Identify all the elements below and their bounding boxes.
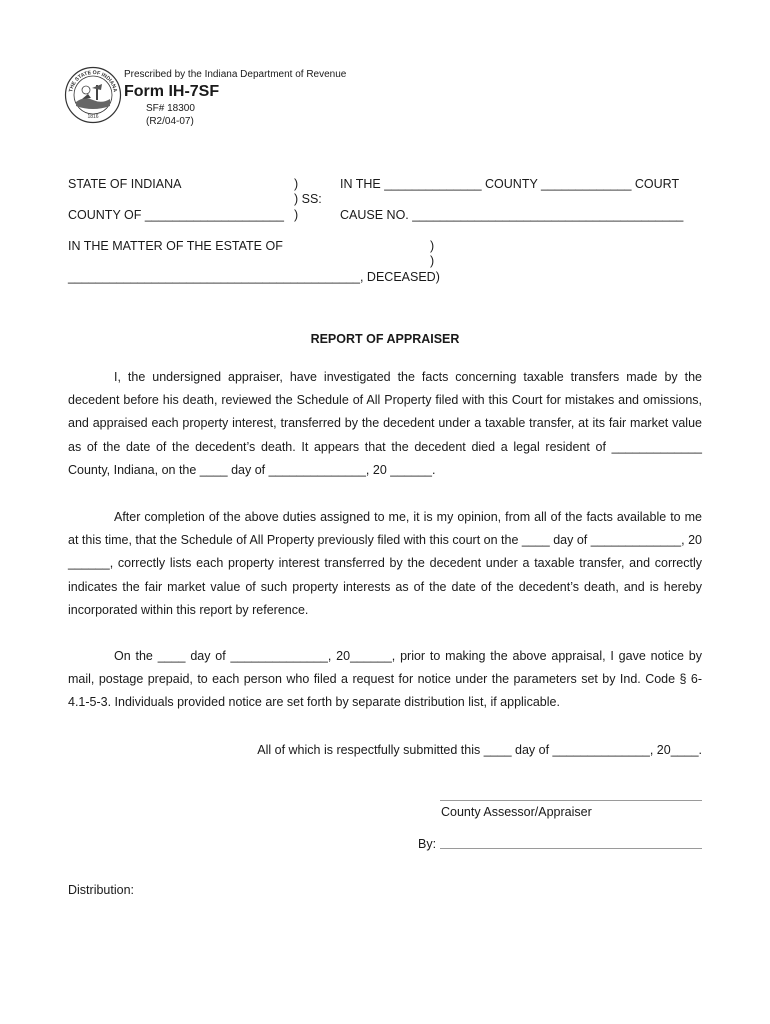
- paragraph-investigation: [68, 366, 702, 482]
- paragraph-2-text: After completion of the above duties assigned to me, it is my opinion, from all of the facts available to me at this time, that the Schedule of All Property previously filed with this court on the ____ day of _____________, 20 ______, correctly lists each property interest transferred by the decedent under a taxable transfer, and correctly indicates the fair market value of such property interests as of the date of the decedent’s death, and is hereby incorporated within this report by reference.: [68, 510, 702, 617]
- submitted-line: All of which is respectfully submitted this ____ day of ______________, 20____.: [257, 743, 702, 757]
- caption-paren: ): [430, 254, 435, 268]
- paragraph-opinion: [68, 506, 702, 622]
- ss-marker: ) SS:: [294, 192, 322, 206]
- indiana-state-seal-icon: [64, 66, 122, 124]
- paragraph-3-text: On the ____ day of ______________, 20______, prior to making the above appraisal, I gave notice by mail, postage prepaid, to each person who filed a request for notice under the parameters set by Ind. Code § 6-4.1-5-3. Individuals provided notice are set forth by separate distribution list, if applicable.: [68, 649, 702, 710]
- by-signature-line[interactable]: [440, 848, 702, 849]
- paragraph-notice: [68, 645, 702, 715]
- caption-paren: ): [430, 239, 435, 253]
- county-of-field[interactable]: COUNTY OF ____________________: [68, 208, 284, 222]
- form-title: Form IH-7SF: [124, 83, 220, 100]
- seal-top-text: THE STATE OF INDIANA: [68, 69, 118, 93]
- paragraph-1-text: I, the undersigned appraiser, have investigated the facts concerning taxable transfers made by the decedent before his death, reviewed the Schedule of All Property filed with this Court for mistakes and omissions, and appraised each property interest, transferred by the decedent under a taxable transfer, at its fair market value as of the date of the decedent’s death. It appears that the decedent died a legal resident of _____________ County, Indiana, on the ____ day of ______________, 20 ______.: [68, 370, 702, 477]
- court-field[interactable]: IN THE ______________ COUNTY _____________ COURT: [340, 177, 680, 191]
- revision-code: (R2/04-07): [146, 116, 194, 127]
- report-heading: REPORT OF APPRAISER: [310, 332, 460, 346]
- prescribed-by-text: Prescribed by the Indiana Department of Revenue: [124, 69, 347, 80]
- distribution-label: Distribution:: [68, 883, 134, 897]
- cause-number-field[interactable]: CAUSE NO. _______________________________________: [340, 208, 684, 222]
- assessor-signature-line[interactable]: [440, 800, 702, 801]
- assessor-label: County Assessor/Appraiser: [441, 805, 592, 819]
- by-label: By:: [418, 837, 437, 851]
- seal-year: 1816: [87, 114, 99, 120]
- estate-matter-label: IN THE MATTER OF THE ESTATE OF: [68, 239, 283, 253]
- caption-paren: ): [294, 208, 299, 222]
- deceased-name-field[interactable]: __________________________________________, DECEASED): [68, 270, 440, 284]
- sf-number: SF# 18300: [146, 103, 195, 114]
- state-of-indiana: STATE OF INDIANA: [68, 177, 182, 191]
- caption-paren: ): [294, 177, 299, 191]
